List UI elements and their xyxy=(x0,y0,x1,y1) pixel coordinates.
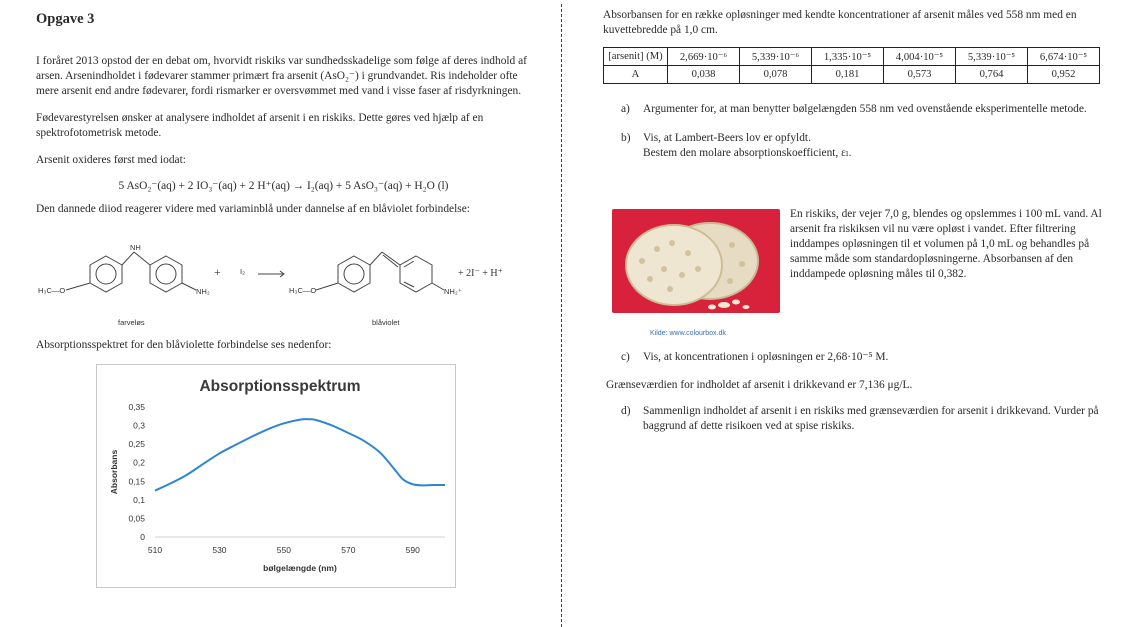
reaction-text: Den dannede diiod reagerer videre med variaminblå under dannelse af en blåviolet forbindelse: xyxy=(36,203,470,215)
table-header-absorbance: A xyxy=(604,66,668,84)
rice-cake-image xyxy=(612,209,780,313)
benzene-ring-1 xyxy=(90,256,122,292)
question-c-text: Vis, at koncentrationen i opløsningen er 2,68·10⁻⁵ M. xyxy=(643,351,889,363)
x-tick-label: 510 xyxy=(147,545,163,555)
y-tick-label: 0,1 xyxy=(133,494,145,505)
calibration-table xyxy=(603,47,1100,84)
product-h3c-label: H₃C—O xyxy=(289,286,317,295)
x-tick-label: 550 xyxy=(276,545,291,555)
table-cell: 1,335·10⁻⁵ xyxy=(812,48,884,66)
reaction-scheme xyxy=(36,242,531,332)
table-intro: Absorbansen for en række opløsninger med kendte koncentrationer af arsenit måles ved 558 nm med en kuvettebredde på 1,0 cm. xyxy=(603,9,1077,36)
blueviolet-label: blåviolet xyxy=(372,318,400,327)
question-c xyxy=(621,350,1091,365)
table-row-concentration xyxy=(604,48,1100,66)
y-tick-label: 0,3 xyxy=(133,420,145,431)
photo-source: Kilde: www.colourbox.dk xyxy=(650,330,726,337)
right-column xyxy=(603,8,1103,161)
y-tick-label: 0,15 xyxy=(128,476,145,487)
table-cell: 5,339·10⁻⁶ xyxy=(740,48,812,66)
product-ring-1 xyxy=(338,256,370,292)
intro-paragraph: I foråret 2013 opstod der en debat om, hvorvidt riskiks var sundhedsskadelige som følge af deres indhold af arsen. Arsenindholdet i fødevarer stammer primært fra arsenit (AsO₂⁻) i grundvandet. Ris indeholder ofte mere arsenit end andre fødevarer, fordi rismarker er oversvømmet med vand i visse faser af risdyrkningen. xyxy=(36,55,527,97)
table-cell: 0,078 xyxy=(740,66,812,84)
reaction-structures xyxy=(36,242,531,332)
column-divider xyxy=(561,4,562,627)
y-tick-label: 0,35 xyxy=(128,402,145,412)
question-b-label: b) xyxy=(621,132,631,144)
question-b-line2: Bestem den molare absorptionskoefficient, εₗ. xyxy=(643,147,852,159)
question-b-line1: Vis, at Lambert-Beers lov er opfyldt. xyxy=(643,132,811,144)
product-nh2-label: NH₂⁺ xyxy=(444,287,462,296)
y-tick-label: 0,2 xyxy=(133,457,145,468)
plus-sign: + xyxy=(214,265,221,279)
x-axis-label: bølgelængde (nm) xyxy=(263,563,337,573)
absorbance-series-line xyxy=(155,419,445,490)
rice-cake-procedure: En riskiks, der vejer 7,0 g, blendes og opslemmes i 100 mL vand. Al arsenit fra riskiksen vil nu være opløst i vandet. Efter filtrering inddampes opløsningen til et volumen på 1,0 mL og behandles på samme måde som standardopløsningerne. Absorbansen af den inddampede opløsning måles til 0,382. xyxy=(790,208,1102,280)
table-cell: 2,669·10⁻⁶ xyxy=(668,48,740,66)
table-header-concentration: [arsenit] (M) xyxy=(604,48,668,66)
question-a-label: a) xyxy=(621,103,630,115)
table-cell: 5,339·10⁻⁵ xyxy=(956,48,1028,66)
table-cell: 0,952 xyxy=(1028,66,1100,84)
question-d-label: d) xyxy=(621,405,631,417)
question-a-text: Argumenter for, at man benytter bølgelængden 558 nm ved ovenstående eksperimentelle metode. xyxy=(643,103,1087,115)
question-c-label: c) xyxy=(621,351,630,363)
oxidation-equation: 5 AsO₂⁻(aq) + 2 IO₃⁻(aq) + 2 H⁺(aq) → I₂(aq) + 5 AsO₃⁻(aq) + H₂O (l) xyxy=(118,180,449,192)
product-ring-2 xyxy=(400,256,432,292)
mol-h3c-label: H₃C—O xyxy=(38,286,66,295)
question-a xyxy=(603,102,1103,117)
question-d xyxy=(621,404,1101,434)
y-tick-label: 0 xyxy=(140,532,145,542)
table-cell: 0,181 xyxy=(812,66,884,84)
table-cell: 4,004·10⁻⁵ xyxy=(884,48,956,66)
table-row-absorbance xyxy=(604,66,1100,84)
y-tick-label: 0,05 xyxy=(128,513,145,524)
spectrum-intro: Absorptionsspektret for den blåviolette forbindelse ses nedenfor: xyxy=(36,339,332,351)
question-d-text: Sammenlign indholdet af arsenit i en riskiks med grænseværdien for arsenit i drikkevand. Vurder på baggrund af dette risikoen ved at spise riskiks. xyxy=(643,405,1099,432)
analysis-paragraph: Fødevarestyrelsen ønsker at analysere indholdet af arsenit i en riskiks. Dette gøres ved hjælp af en spektrofotometrisk metode. xyxy=(36,112,484,139)
limit-value-text: Grænseværdien for indholdet af arsenit i drikkevand er 7,136 μg/L. xyxy=(606,379,913,391)
x-tick-label: 590 xyxy=(405,545,420,555)
y-tick-label: 0,25 xyxy=(128,439,145,450)
x-tick-label: 570 xyxy=(341,545,356,555)
colorless-label: farveløs xyxy=(118,318,145,327)
chart-title: Absorptionsspektrum xyxy=(199,378,361,395)
mol-nh-label: NH xyxy=(130,243,141,252)
table-cell: 6,674·10⁻⁵ xyxy=(1028,48,1100,66)
x-tick-label: 530 xyxy=(212,545,227,555)
y-axis-label: Absorbans xyxy=(109,449,119,495)
exercise-heading: Opgave 3 xyxy=(36,11,95,27)
oxidation-text: Arsenit oxideres først med iodat: xyxy=(36,154,186,166)
absorption-chart-svg xyxy=(97,365,455,587)
rice-cake-photo xyxy=(612,209,780,313)
iodine-label: I₂ xyxy=(240,267,245,276)
table-cell: 0,764 xyxy=(956,66,1028,84)
table-cell: 0,573 xyxy=(884,66,956,84)
byproducts-label: + 2I⁻ + H⁺ xyxy=(458,268,503,279)
benzene-ring-2 xyxy=(150,256,182,292)
question-b xyxy=(603,131,1103,161)
mol-nh2-label: NH₂ xyxy=(196,287,210,296)
left-column xyxy=(36,8,531,217)
table-cell: 0,038 xyxy=(668,66,740,84)
absorption-chart xyxy=(96,364,456,588)
